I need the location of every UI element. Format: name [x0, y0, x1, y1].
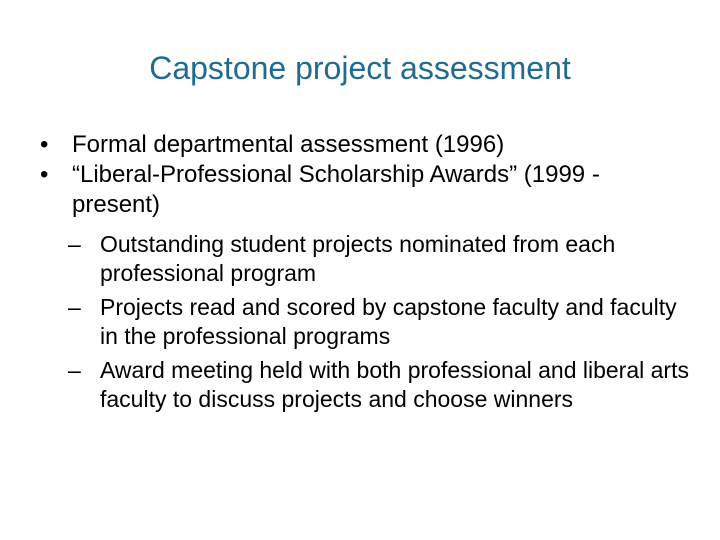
sub-bullet-item	[68, 230, 690, 288]
dash-marker: –	[68, 357, 81, 383]
sub-bullet-text: Award meeting held with both professional and liberal arts faculty to discuss projects and choose winners	[100, 357, 689, 412]
bullet-text: Formal departmental assessment (1996)	[72, 131, 505, 158]
sub-bullet-list	[68, 230, 690, 414]
sub-bullet-text: Projects read and scored by capstone faculty and faculty in the professional programs	[100, 294, 677, 349]
bullet-item	[40, 130, 690, 160]
bullet-text: “Liberal-Professional Scholarship Awards” (1999 - present)	[72, 161, 600, 218]
bullet-list	[40, 130, 690, 419]
sub-bullet-item	[68, 293, 690, 351]
bullet-marker: •	[40, 161, 49, 188]
dash-marker: –	[68, 231, 81, 257]
bullet-marker: •	[40, 131, 49, 158]
dash-marker: –	[68, 294, 81, 320]
sub-bullet-text: Outstanding student projects nominated from each professional program	[100, 231, 616, 286]
sub-bullet-item	[68, 356, 690, 414]
slide-title: Capstone project assessment	[149, 50, 571, 86]
bullet-item	[40, 160, 690, 414]
